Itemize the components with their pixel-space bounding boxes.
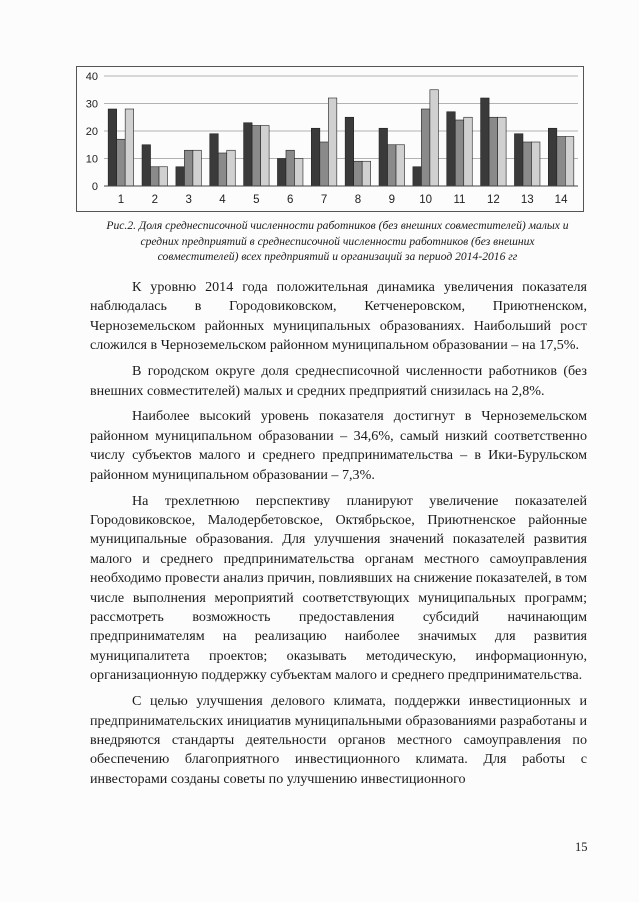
bar [125, 109, 134, 186]
x-tick-label: 9 [388, 194, 395, 206]
bar [396, 145, 405, 186]
chart-svg [76, 66, 584, 212]
x-tick-label: 12 [486, 194, 500, 206]
bar [531, 142, 540, 186]
bar [354, 161, 363, 186]
bar [421, 109, 430, 186]
bar [489, 117, 498, 186]
x-tick-label: 2 [151, 194, 158, 206]
bar [320, 142, 329, 186]
bar [193, 150, 202, 186]
paragraph: Наиболее высокий уровень показателя достигнут в Черноземельском районном муниципальном образовании – 34,6%, самый низкий соответственно числу субъектов малого и среднего предпринимательства – в Ики-Бурульском районном муниципальном образовании – 7,3%. [90, 408, 587, 483]
bar [328, 98, 337, 186]
bar [557, 137, 566, 187]
bar [388, 145, 397, 186]
x-tick-label: 10 [419, 194, 433, 206]
bar [362, 161, 371, 186]
bar [142, 145, 151, 186]
bar [565, 137, 574, 187]
y-tick-label: 20 [85, 126, 98, 138]
bar [151, 167, 160, 186]
x-tick-label: 11 [453, 194, 466, 206]
bar [345, 117, 354, 186]
y-tick-label: 0 [91, 181, 98, 193]
y-tick-label: 10 [85, 153, 98, 166]
paragraph: С целью улучшения делового климата, поддержки инвестиционных и предпринимательских инициатив муниципальными образованиями разработаны и внедряются стандарты деятельности органов местного самоуправления по обеспечению благоприятного инвестиционного климата. Для работы с инвесторами созданы советы по улучшению инвестиционного [90, 693, 587, 787]
figure-caption: Рис.2. Доля среднесписочной численности работников (без внешних совместителей) малых и средних предприятий в среднесписочной численности работников (без внешних совместителей) всех предприятий и организаций за период 2014-2016 гг [106, 219, 569, 263]
bar [244, 123, 253, 186]
bar [277, 159, 286, 187]
paragraph: В городском округе доля среднесписочной численности работников (без внешних совместителей) малых и средних предприятий снизилась на 2,8%. [90, 363, 587, 399]
bar [447, 112, 456, 186]
bar [294, 159, 303, 187]
bar [117, 139, 126, 186]
bar-chart [76, 66, 584, 212]
bar [481, 98, 490, 186]
x-tick-label: 7 [320, 194, 328, 206]
bar [176, 167, 185, 186]
x-tick-label: 13 [520, 194, 534, 206]
bar [379, 128, 388, 186]
bar [514, 134, 523, 186]
page-number: 15 [575, 840, 588, 854]
x-tick-label: 8 [354, 194, 362, 206]
bar [464, 117, 473, 186]
y-tick-label: 30 [85, 98, 98, 111]
bar [286, 150, 295, 186]
y-tick-label: 40 [85, 71, 98, 83]
bar [159, 167, 168, 186]
paragraph: К уровню 2014 года положительная динамика увеличения показателя наблюдалась в Городовиковском, Кетченеровском, Приютненском, Черноземельском районных муниципальных образованиях. Наибольший рост сложился в Черноземельском районном муниципальном образовании – на 17,5%. [90, 279, 587, 354]
bar [498, 117, 507, 186]
x-tick-label: 14 [554, 194, 568, 206]
x-tick-label: 5 [253, 194, 260, 206]
bar [413, 167, 422, 186]
bar [227, 150, 236, 186]
bar [455, 120, 464, 186]
paragraph: На трехлетнюю перспективу планируют увеличение показателей Городовиковское, Малодербетовское, Октябрьское, Приютненское районные муниципальные образования. Для улучшения значений показателей развития малого и среднего предпринимательства органам местного самоуправления необходимо провести анализ причин, повлиявших на снижение показателей, в том числе выполнения мероприятий соответствующих муниципальных программ; рассмотреть возможность предоставления субсидий начинающим предпринимателям на реализацию наиболее значимых для развития муниципалитета проектов; оказывать методическую, информационную, организационную поддержку субъектам малого и среднего предпринимательства. [90, 492, 587, 684]
body-text [90, 278, 587, 796]
x-tick-label: 1 [117, 194, 125, 206]
x-tick-label: 6 [287, 194, 294, 206]
bar [184, 150, 193, 186]
x-tick-label: 4 [219, 194, 226, 206]
bar [210, 134, 219, 186]
bar [548, 128, 557, 186]
bar [218, 153, 227, 186]
bar [430, 90, 439, 186]
bar [523, 142, 532, 186]
bar [108, 109, 117, 186]
bar [311, 128, 320, 186]
x-tick-label: 3 [185, 194, 192, 206]
bar [252, 126, 261, 187]
bar [261, 126, 270, 187]
